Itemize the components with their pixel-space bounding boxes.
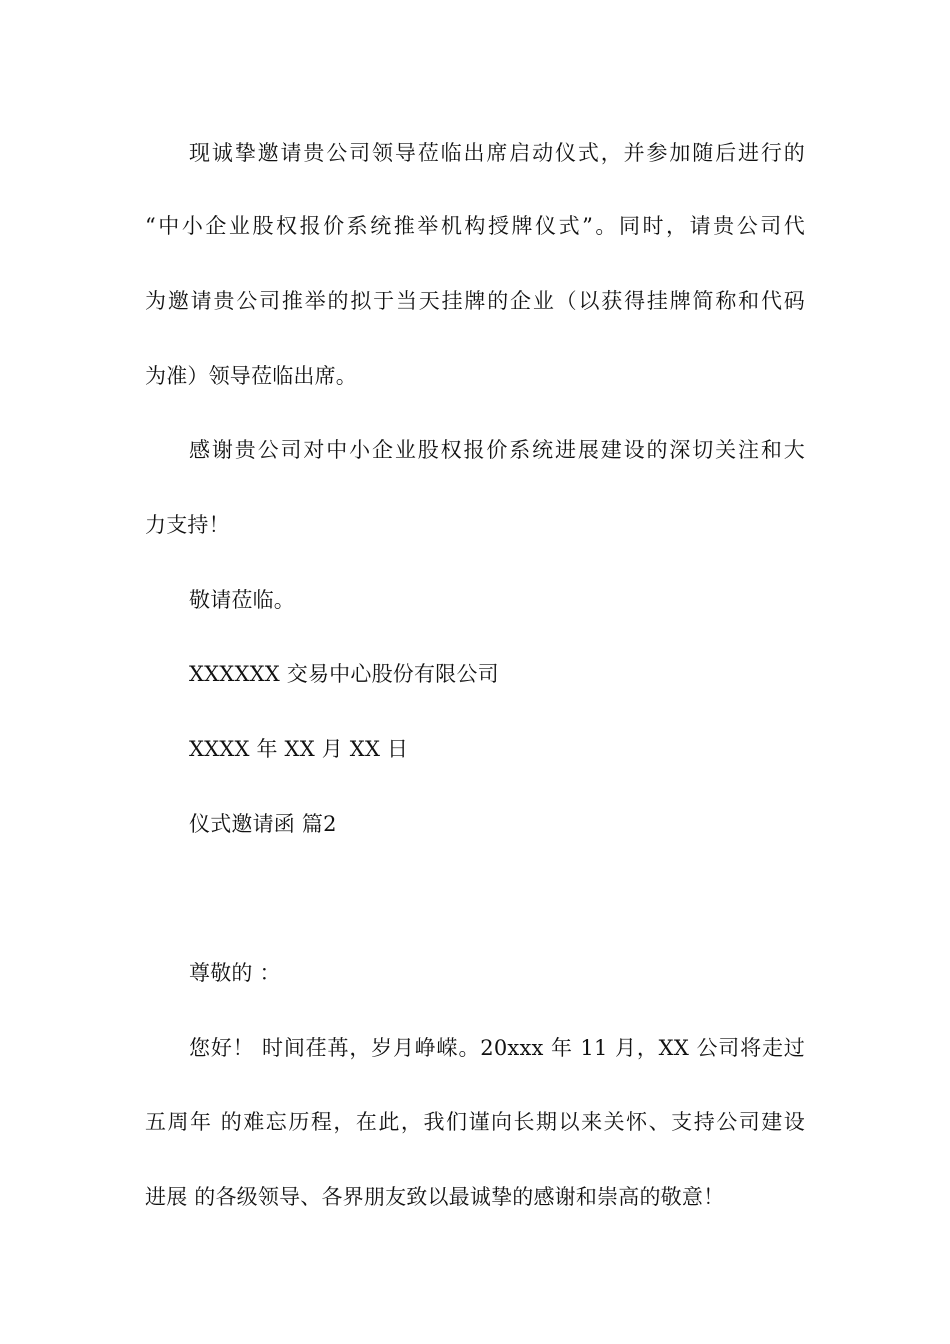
paragraph-invitation-line-1: 现诚挚邀请贵公司领导莅临出席启动仪式，并参加随后进行的 xyxy=(189,141,805,165)
salutation: 尊敬的 ： xyxy=(189,961,281,985)
signature-date: XXXX 年 XX 月 XX 日 xyxy=(189,737,409,761)
signature-company: XXXXXX 交易中心股份有限公司 xyxy=(189,662,499,686)
letter-line-3: 进展 的各级领导、各界朋友致以最诚挚的感谢和崇高的敬意！ xyxy=(145,1185,725,1209)
letter-line-1: 您好！ 时间荏苒，岁月峥嵘。20xxx 年 11 月，XX 公司将走过 xyxy=(189,1036,805,1060)
paragraph-invitation-line-4: 为准）领导莅临出席。 xyxy=(145,364,357,388)
letter-line-2: 五周年 的难忘历程，在此，我们谨向长期以来关怀、支持公司建设 xyxy=(145,1110,805,1134)
section-title: 仪式邀请函 篇2 xyxy=(189,812,337,836)
paragraph-invitation-line-2: “中小企业股权报价系统推举机构授牌仪式”。同时，请贵公司代 xyxy=(145,214,805,238)
paragraph-thanks-line-2: 力支持！ xyxy=(145,513,230,537)
closing-phrase: 敬请莅临。 xyxy=(189,588,295,612)
paragraph-invitation-line-3: 为邀请贵公司推举的拟于当天挂牌的企业（以获得挂牌简称和代码 xyxy=(145,289,805,313)
paragraph-thanks-line-1: 感谢贵公司对中小企业股权报价系统进展建设的深切关注和大 xyxy=(189,438,805,462)
